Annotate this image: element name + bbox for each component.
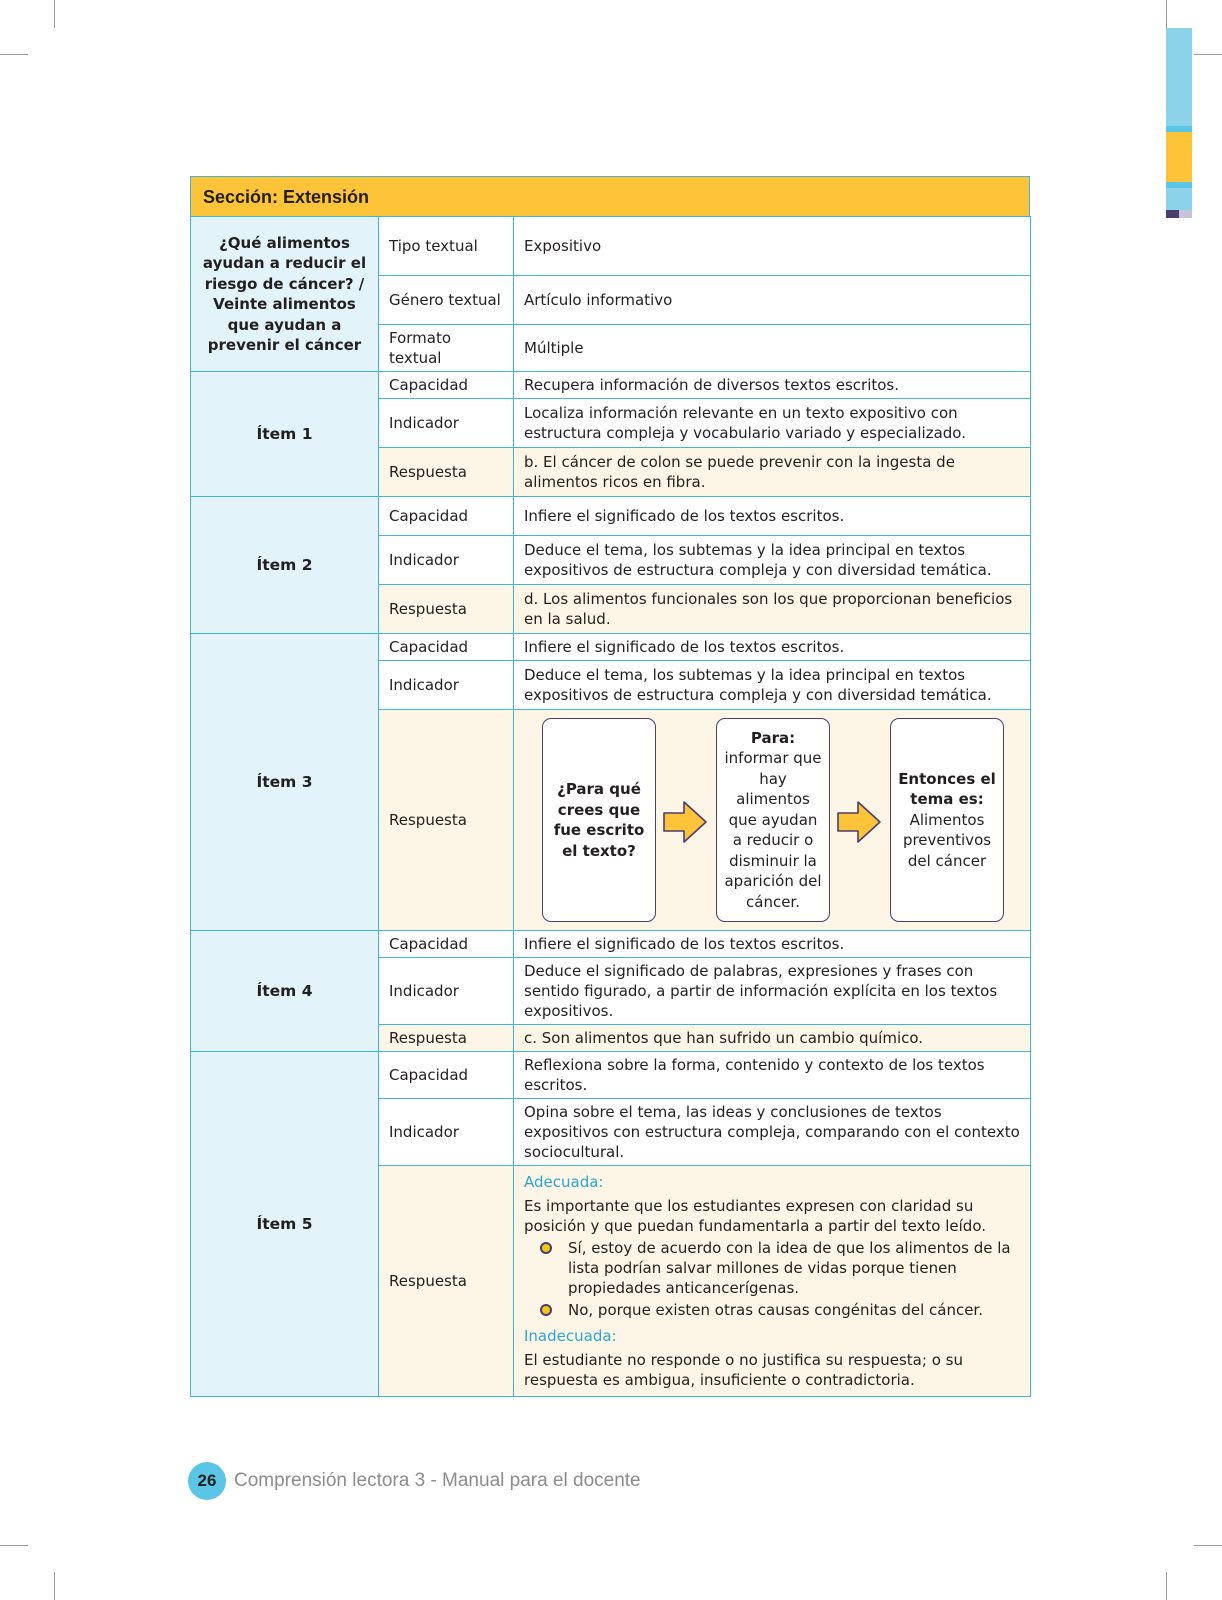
capacidad-label: Capacidad [379,497,514,536]
item-5-respuesta [514,1166,1031,1397]
flow-box-question [542,718,656,922]
respuesta-label: Respuesta [379,448,514,497]
capacidad-label: Capacidad [379,372,514,399]
flow-box-topic-text: Alimentos preventivos del cáncer [902,810,992,870]
adecuada-heading: Adecuada: [524,1173,604,1191]
side-tab-dark [1166,210,1179,218]
flow-box-question-text: ¿Para qué crees que fue escrito el texto? [553,780,645,860]
table-row [191,1052,1031,1099]
page-number: 26 [188,1462,226,1500]
text-type-value: Expositivo [514,217,1031,276]
crop-mark [1194,54,1222,55]
item-2-capacidad: Infiere el significado de los textos escritos. [514,497,1031,536]
item-1-respuesta: b. El cáncer de colon se puede prevenir con la ingesta de alimentos ricos en fibra. [514,448,1031,497]
list-item [536,1238,1024,1298]
item-5-capacidad: Reflexiona sobre la forma, contenido y contexto de los textos escritos. [514,1052,1031,1099]
item-1-name: Ítem 1 [191,372,379,497]
flow-box-topic [890,718,1004,922]
crop-mark [0,54,28,55]
crop-mark [1194,1545,1222,1546]
item-2-respuesta: d. Los alimentos funcionales son los que proporcionan beneficios en la salud. [514,585,1031,634]
answer-flow-diagram [524,714,1020,926]
item-4-name: Ítem 4 [191,931,379,1052]
book-title: Comprensión lectora 3 - Manual para el docente [234,1470,641,1491]
capacidad-label: Capacidad [379,634,514,661]
item-2-indicador: Deduce el tema, los subtemas y la idea principal en textos expositivos de estructura compleja y con diversidad temática. [514,536,1031,585]
flow-box-purpose [716,718,830,922]
inadecuada-heading: Inadecuada: [524,1327,617,1345]
list-item [536,1300,1024,1320]
items-table [190,216,1031,1397]
item-4-capacidad: Infiere el significado de los textos escritos. [514,931,1031,958]
table-row [191,931,1031,958]
indicador-label: Indicador [379,399,514,448]
respuesta-label: Respuesta [379,1166,514,1397]
adecuada-text: Es importante que los estudiantes expresen con claridad su posición y que puedan fundamentarla a partir del texto leído. [524,1197,987,1235]
text-type-label: Tipo textual [379,217,514,276]
text-genre-label: Género textual [379,276,514,325]
item-3-indicador: Deduce el tema, los subtemas y la idea principal en textos expositivos de estructura compleja y con diversidad temática. [514,661,1031,710]
text-genre-value: Artículo informativo [514,276,1031,325]
indicador-label: Indicador [379,661,514,710]
inadecuada-text: El estudiante no responde o no justifica su respuesta; o su respuesta es ambigua, insuficiente o contradictoria. [524,1351,963,1389]
table-row [191,497,1031,536]
page-footer [188,1462,641,1500]
text-format-label: Formato textual [379,325,514,372]
indicador-label: Indicador [379,1099,514,1166]
arrow-right-icon [662,800,708,844]
assessment-table [190,176,1030,1397]
table-row [191,634,1031,661]
flow-box-purpose-text: informar que hay alimentos que ayudan a reducir o disminuir la aparición del cáncer. [724,749,822,911]
crop-mark [54,0,55,28]
item-3-respuesta [514,710,1031,931]
side-tab-blue [1166,28,1192,126]
item-3-capacidad: Infiere el significado de los textos escritos. [514,634,1031,661]
bullet-text: No, porque existen otras causas congénitas del cáncer. [568,1301,983,1319]
item-1-capacidad: Recupera información de diversos textos escritos. [514,372,1031,399]
side-tab-light [1166,188,1192,210]
item-2-name: Ítem 2 [191,497,379,634]
item-1-indicador: Localiza información relevante en un texto expositivo con estructura compleja y vocabulario variado y especializado. [514,399,1031,448]
respuesta-label: Respuesta [379,710,514,931]
item-5-name: Ítem 5 [191,1052,379,1397]
crop-mark [0,1545,28,1546]
bullet-icon [540,1242,552,1254]
capacidad-label: Capacidad [379,1052,514,1099]
indicador-label: Indicador [379,958,514,1025]
bullet-icon [540,1304,552,1316]
section-title: Sección: Extensión [190,176,1030,216]
capacidad-label: Capacidad [379,931,514,958]
item-5-indicador: Opina sobre el tema, las ideas y conclusiones de textos expositivos con estructura compleja, comparando con el contexto sociocultural. [514,1099,1031,1166]
text-title: ¿Qué alimentos ayudan a reducir el riesgo de cáncer? / Veinte alimentos que ayudan a prevenir el cáncer [191,217,379,372]
arrow-right-icon [836,800,882,844]
crop-mark [1166,1572,1167,1600]
indicador-label: Indicador [379,536,514,585]
flow-box-topic-title: Entonces el tema es: [898,769,996,809]
text-format-value: Múltiple [514,325,1031,372]
item-3-name: Ítem 3 [191,634,379,931]
side-tab-yellow [1166,132,1192,182]
respuesta-label: Respuesta [379,1025,514,1052]
bullet-text: Sí, estoy de acuerdo con la idea de que los alimentos de la lista podrían salvar millones de vidas porque tienen propiedades anticancerígenas. [568,1239,1011,1297]
item-4-respuesta: c. Son alimentos que han sufrido un cambio químico. [514,1025,1031,1052]
table-row [191,372,1031,399]
crop-mark [1166,0,1167,28]
side-tab-light [1179,210,1192,218]
table-row [191,217,1031,276]
flow-box-purpose-title: Para: [750,728,796,747]
respuesta-label: Respuesta [379,585,514,634]
item-4-indicador: Deduce el significado de palabras, expresiones y frases con sentido figurado, a partir de información explícita en los textos expositivos. [514,958,1031,1025]
crop-mark [54,1572,55,1600]
